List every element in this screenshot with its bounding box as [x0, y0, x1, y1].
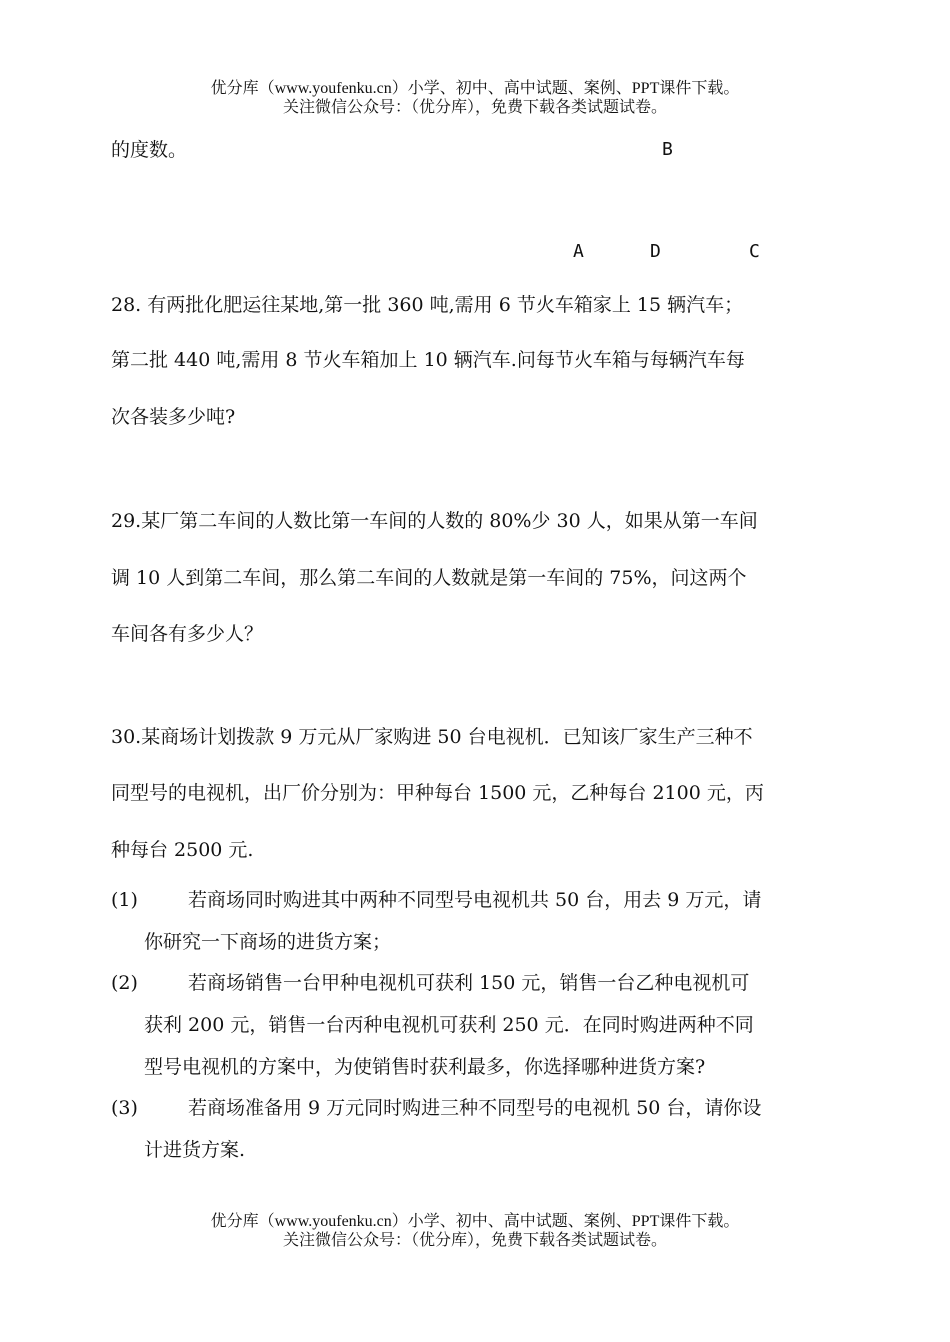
q27-tail-text: 的度数。 — [111, 139, 188, 161]
q30-sub2-line-2: 获利 200 元，销售一台丙种电视机可获利 250 元．在同时购进两种不同 — [144, 1014, 754, 1036]
q30-line-3: 种每台 2500 元. — [111, 839, 254, 861]
q28-line-3: 次各装多少吨? — [111, 406, 236, 428]
q30-sub2-line-3: 型号电视机的方案中，为使销售时获利最多，你选择哪种进货方案? — [144, 1056, 706, 1078]
figure-label-c: C — [749, 241, 760, 262]
q30-sub3-line-2: 计进货方案. — [144, 1139, 246, 1161]
footer-line-1: 优分库（www.youfenku.cn）小学、初中、高中试题、案例、PPT课件下载。 — [210, 1213, 740, 1230]
figure-label-d: D — [650, 241, 661, 262]
q30-sub1-line-1: 若商场同时购进其中两种不同型号电视机共 50 台，用去 9 万元，请 — [188, 889, 762, 911]
q29-line-3: 车间各有多少人？ — [111, 623, 264, 645]
q30-sub1-number: (1) — [111, 889, 138, 911]
q29-line-2: 调 10 人到第二车间，那么第二车间的人数就是第一车间的 75%，问这两个 — [111, 567, 747, 589]
figure-label-b: B — [662, 139, 673, 160]
figure-label-a: A — [573, 241, 584, 262]
q29-line-1: 29.某厂第二车间的人数比第一车间的人数的 80%少 30 人，如果从第一车间 — [111, 510, 758, 532]
header-line-1: 优分库（www.youfenku.cn）小学、初中、高中试题、案例、PPT课件下载。 — [210, 80, 740, 97]
page-footer — [0, 1212, 950, 1250]
q30-sub2-number: (2) — [111, 972, 138, 994]
page-header — [0, 79, 950, 117]
q30-sub3-line-1: 若商场准备用 9 万元同时购进三种不同型号的电视机 50 台，请你设 — [188, 1097, 762, 1119]
q30-sub2-line-1: 若商场销售一台甲种电视机可获利 150 元，销售一台乙种电视机可 — [188, 972, 750, 994]
header-line-2: 关注微信公众号：（优分库），免费下载各类试题试卷。 — [282, 99, 667, 116]
q30-sub3-number: (3) — [111, 1097, 138, 1119]
q30-sub1-line-2: 你研究一下商场的进货方案； — [144, 931, 392, 953]
q30-line-2: 同型号的电视机，出厂价分别为：甲种每台 1500 元，乙种每台 2100 元，丙 — [111, 782, 764, 804]
q30-line-1: 30.某商场计划拨款 9 万元从厂家购进 50 台电视机．已知该厂家生产三种不 — [111, 726, 753, 748]
q28-line-1: 28. 有两批化肥运往某地,第一批 360 吨,需用 6 节火车箱家上 15 辆汽车； — [111, 294, 744, 316]
footer-line-2: 关注微信公众号：（优分库），免费下载各类试题试卷。 — [282, 1232, 667, 1249]
q28-line-2: 第二批 440 吨,需用 8 节火车箱加上 10 辆汽车.问每节火车箱与每辆汽车每 — [111, 349, 745, 371]
